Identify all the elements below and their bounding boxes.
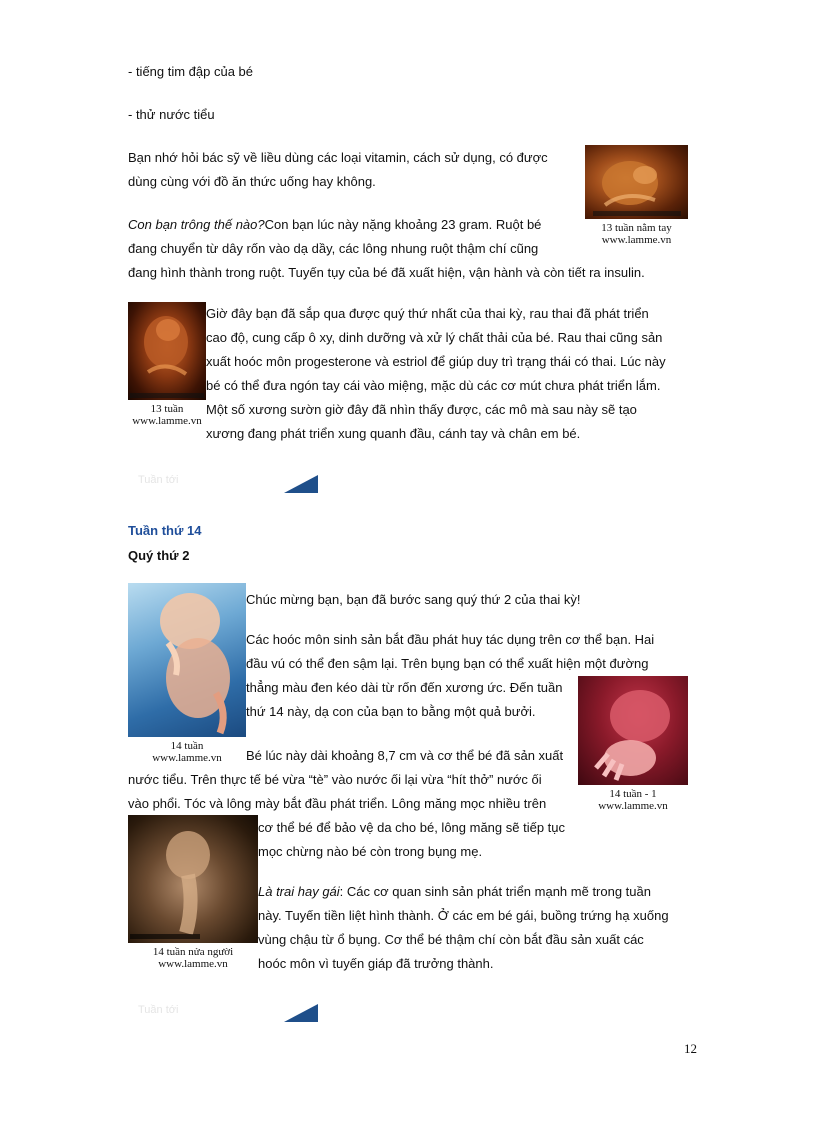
next-arrow-icon[interactable] xyxy=(284,1004,318,1022)
list-item-heartbeat: - tiếng tim đập của bé xyxy=(128,64,254,79)
baby-line-3: vào phổi. Tóc và lông mày bắt đầu phát triển. Lông măng mọc nhiều trên xyxy=(128,796,547,811)
fetus-photo-14-weeks-1 xyxy=(578,676,688,785)
fetus-image-icon xyxy=(578,676,688,785)
text-line: vùng chậu từ ổ bụng. Cơ thể bé thậm chí còn bắt đầu sản xuất các xyxy=(258,932,644,947)
text-line: Bạn nhớ hỏi bác sỹ về liều dùng các loại vitamin, cách sử dụng, có được xyxy=(128,150,548,165)
photo-caption: 13 tuần www.lamme.vn xyxy=(132,403,202,427)
text-line xyxy=(128,213,688,237)
baby-line-1: Bé lúc này dài khoảng 8,7 cm và cơ thể bé đã sản xuất xyxy=(246,748,564,763)
gender-paragraph xyxy=(258,880,698,976)
text-line: hoóc môn vì tuyến giáp đã trưởng thành. xyxy=(258,956,494,971)
list-item-urine-test: - thử nước tiểu xyxy=(128,107,215,122)
photo-caption: 14 tuần www.lamme.vn xyxy=(152,740,222,764)
text-line: bé có thể đưa ngón tay cái vào miệng, mặc dù các cơ mút chưa phát triển lắm. xyxy=(206,378,661,393)
text-line: đang hình thành trong ruột. Tuyến tụy của bé đã xuất hiện, vận hành và còn tiết ra insulin. xyxy=(128,265,645,280)
text-line: Giờ đây bạn đã sắp qua được quý thứ nhất của thai kỳ, rau thai đã phát triển xyxy=(206,306,649,321)
trimester-heading: Quý thứ 2 xyxy=(128,548,190,563)
fetus-photo-14-weeks-half xyxy=(128,815,258,943)
text-line: xương đang phát triển xung quanh đầu, cánh tay và chân em bé. xyxy=(206,426,581,441)
appearance-question: Con bạn trông thế nào? xyxy=(128,217,265,232)
text-line: Các hoóc môn sinh sản bắt đầu phát huy tác dụng trên cơ thể bạn. Hai xyxy=(246,632,655,647)
text-span: Con bạn lúc này nặng khoảng 23 gram. Ruột bé xyxy=(264,217,542,232)
fetus-photo-13-weeks xyxy=(128,302,206,400)
text-line: thứ 14 này, dạ con của bạn to bằng một quả bưởi. xyxy=(246,704,536,719)
fetus-image-icon xyxy=(128,815,258,943)
page-number: 12 xyxy=(684,1041,697,1056)
text-line: này. Tuyến tiền liệt hình thành. Ở các em bé gái, buồng trứng hạ xuống xyxy=(258,908,669,923)
text-line: cao độ, cung cấp ô xy, dinh dưỡng và xử lý chất thải của bé. Rau thai cũng sản xyxy=(206,330,663,345)
vitamin-paragraph xyxy=(128,146,548,194)
fetus-image-icon xyxy=(585,145,688,219)
text-line: Một số xương sườn giờ đây đã nhìn thấy được, các mô mà sau này sẽ tạo xyxy=(206,402,637,417)
week-heading: Tuần thứ 14 xyxy=(128,523,202,538)
photo-caption: 14 tuần nửa người www.lamme.vn xyxy=(152,946,234,970)
next-arrow-icon[interactable] xyxy=(284,475,318,493)
fetus-photo-14-weeks xyxy=(128,583,246,737)
next-week-link[interactable]: Tuần tới xyxy=(138,474,179,486)
text-span: : Các cơ quan sinh sản phát triển mạnh mẽ trong tuần xyxy=(339,884,651,899)
next-week-link[interactable]: Tuần tới xyxy=(138,1004,179,1016)
baby-line-4: cơ thể bé để bảo vệ da cho bé, lông măng sẽ tiếp tục xyxy=(258,820,566,835)
baby-line-2: nước tiểu. Trên thực tế bé vừa “tè” vào nước ối lại vừa “hít thở” nước ối xyxy=(128,772,542,787)
week14-intro xyxy=(246,588,696,612)
photo-caption: 14 tuần - 1 www.lamme.vn xyxy=(598,788,668,812)
fetus-photo-13-weeks-hand xyxy=(585,145,688,219)
text-line: xuất hoóc môn progesterone và estriol để giúp duy trì trạng thái có thai. Lúc này xyxy=(206,354,666,369)
fetus-image-icon xyxy=(128,302,206,400)
gender-label: Là trai hay gái xyxy=(258,884,340,899)
placenta-paragraph xyxy=(206,302,696,446)
text-line: đang chuyển từ dây rốn vào dạ dầy, các lông nhung ruột thậm chí cũng xyxy=(128,241,539,256)
baby-line-5: mọc chừng nào bé còn trong bụng mẹ. xyxy=(258,844,483,859)
photo-caption: 13 tuần nằm tay www.lamme.vn xyxy=(601,222,672,246)
text-line: thẳng màu đen kéo dài từ rốn đến xương ức. Đến tuần xyxy=(246,680,563,695)
congrats-line: Chúc mừng bạn, bạn đã bước sang quý thứ 2 của thai kỳ! xyxy=(246,592,581,607)
appearance-paragraph xyxy=(128,213,688,285)
text-line: dùng cùng với đồ ăn thức uống hay không. xyxy=(128,174,376,189)
text-line xyxy=(258,880,698,904)
text-line: đầu vú có thể đen sậm lại. Trên bụng bạn có thể xuất hiện một đường xyxy=(246,656,649,671)
fetus-image-icon xyxy=(128,583,246,737)
